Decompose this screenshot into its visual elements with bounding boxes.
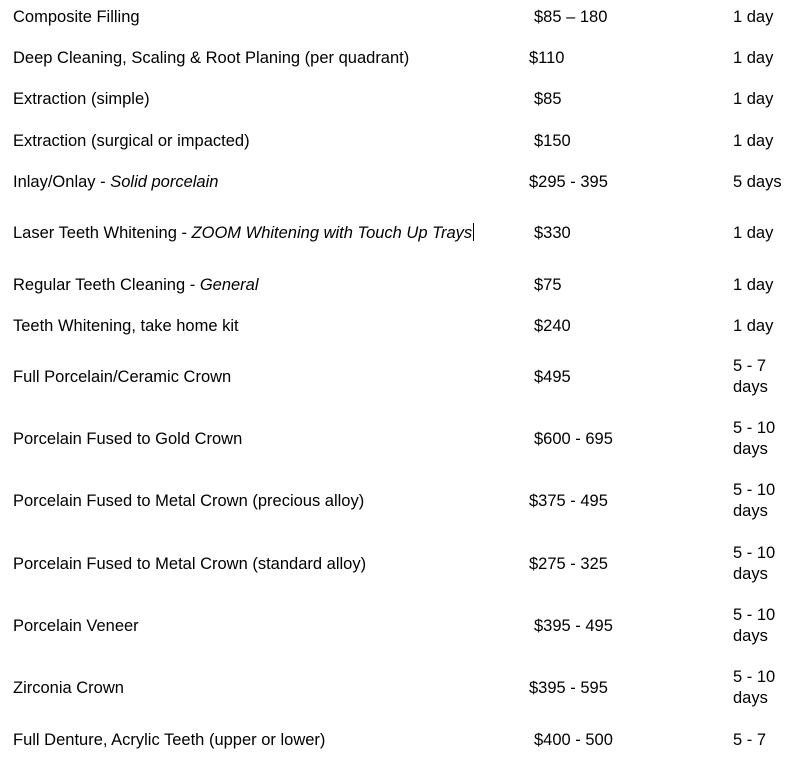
table-row [0, 309, 801, 343]
service-price: $75 [534, 275, 562, 294]
service-price: $395 - 495 [534, 616, 613, 635]
service-price: $400 - 500 [534, 730, 613, 749]
service-price: $150 [534, 131, 571, 150]
service-price: $295 - 395 [529, 172, 608, 191]
table-row [0, 82, 801, 116]
table-row [0, 542, 801, 586]
service-name [13, 268, 503, 302]
service-price: $495 [534, 367, 571, 386]
service-note: General [199, 275, 259, 294]
service-label: Porcelain Veneer [13, 616, 139, 635]
turnaround-time: 1 day [733, 7, 774, 26]
service-price: $275 - 325 [529, 554, 608, 573]
service-label: Inlay/Onlay - [13, 172, 111, 191]
turnaround-time: 5 - 10 days [733, 606, 776, 645]
table-row [0, 479, 801, 523]
service-name [13, 604, 503, 648]
service-label: Composite Filling [13, 7, 140, 26]
turnaround-time: 1 day [733, 275, 774, 294]
turnaround-time: 5 days [733, 172, 782, 191]
table-row [0, 165, 801, 199]
service-name [13, 309, 503, 343]
service-label: Deep Cleaning, Scaling & Root Planing (per quadrant) [13, 48, 410, 67]
turnaround-time: 5 - 7 [733, 730, 767, 749]
table-row [0, 725, 801, 755]
service-price: $85 – 180 [534, 7, 608, 26]
table-row [0, 666, 801, 710]
service-name [13, 165, 503, 199]
turnaround-time: 5 - 10 days [733, 481, 776, 520]
service-name [13, 82, 503, 116]
table-row [0, 124, 801, 158]
turnaround-time: 1 day [733, 89, 774, 108]
service-price: $85 [534, 89, 562, 108]
turnaround-time: 5 - 10 days [733, 544, 776, 583]
turnaround-time: 5 - 10 days [733, 668, 776, 707]
table-row [0, 417, 801, 461]
service-note: Solid porcelain [110, 172, 219, 191]
service-label: Porcelain Fused to Gold Crown [13, 429, 243, 448]
table-row [0, 41, 801, 75]
turnaround-time: 1 day [733, 131, 774, 150]
turnaround-time: 1 day [733, 223, 774, 242]
table-row [0, 208, 801, 258]
table-row [0, 0, 801, 34]
table-row [0, 604, 801, 648]
service-name [13, 208, 503, 258]
service-label: Extraction (surgical or impacted) [13, 131, 250, 150]
service-name [13, 479, 503, 523]
service-price: $395 - 595 [529, 678, 608, 697]
service-note: ZOOM Whitening with Touch Up Trays [191, 223, 473, 242]
turnaround-time: 5 - 10 days [733, 419, 776, 458]
service-price: $600 - 695 [534, 429, 613, 448]
service-name [13, 542, 503, 586]
service-price: $330 [534, 223, 571, 242]
text-cursor [473, 223, 474, 241]
service-label: Extraction (simple) [13, 89, 150, 108]
service-price: $240 [534, 316, 571, 335]
service-name [13, 725, 503, 755]
service-label: Porcelain Fused to Metal Crown (standard alloy) [13, 554, 367, 573]
service-name [13, 666, 503, 710]
service-label: Regular Teeth Cleaning - [13, 275, 200, 294]
service-name [13, 355, 503, 399]
service-name [13, 41, 503, 75]
service-label: Teeth Whitening, take home kit [13, 316, 239, 335]
turnaround-time: 1 day [733, 48, 774, 67]
service-label: Full Porcelain/Ceramic Crown [13, 367, 232, 386]
service-label: Porcelain Fused to Metal Crown (precious alloy) [13, 491, 365, 510]
service-label: Full Denture, Acrylic Teeth (upper or lower) [13, 730, 326, 749]
service-name [13, 417, 503, 461]
table-row [0, 355, 801, 399]
table-row [0, 268, 801, 302]
service-price: $110 [529, 48, 565, 67]
service-name [13, 124, 503, 158]
service-label: Laser Teeth Whitening - [13, 223, 192, 242]
turnaround-time: 5 - 7 days [733, 357, 768, 396]
service-price: $375 - 495 [529, 491, 608, 510]
service-label: Zirconia Crown [13, 678, 124, 697]
service-name [13, 0, 503, 34]
turnaround-time: 1 day [733, 316, 774, 335]
